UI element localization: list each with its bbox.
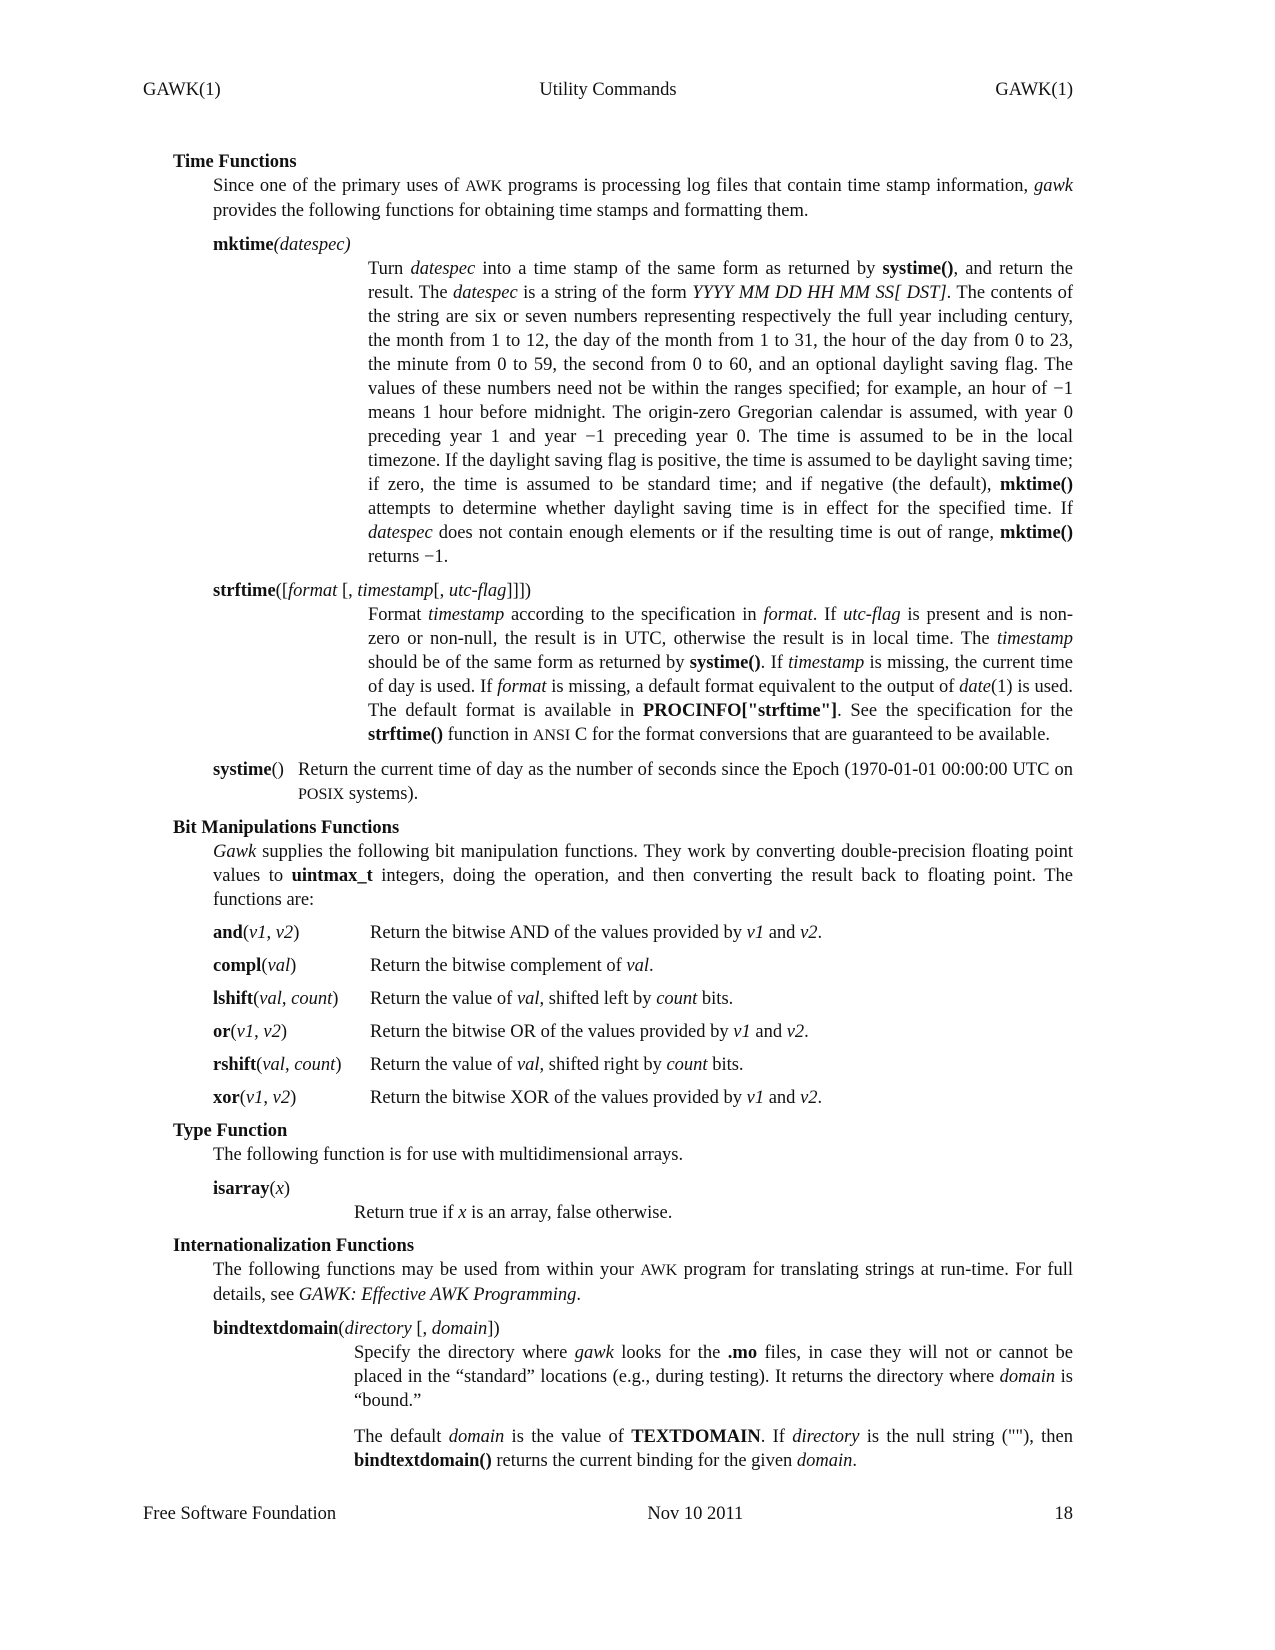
bit-function-signature: or(v1, v2) <box>213 1022 287 1042</box>
type-intro: The following function is for use with multidimensional arrays. <box>213 1145 684 1165</box>
bit-function-desc: Return the bitwise complement of val. <box>370 956 654 976</box>
systime-desc: Return the current time of day as the number of seconds since the Epoch (1970-01-01 00:00:00 UTC on POSIX systems). <box>298 760 1073 804</box>
func-mktime: mktime(datespec) Turn datespec into a time stamp of the same form as returned by systime(), and return the result. The datespec is a string of the form YYYY MM DD HH MM SS[ DST]. The contents of the string are six or seven numbers representing respectively the full year including century, the month from 1 to 12, the day of the month from 1 to 31, the hour of the day from 0 to 23, the minute from 0 to 59, the second from 0 to 60, and an optional daylight saving flag. The values of these numbers need not be within the ranges specified; for example, an hour of −1 means 1 hour before midnight. The origin-zero Gregorian calendar is assumed, with year 0 preceding year 1 and year −1 preceding year 0. The time is assumed to be in the local timezone. If the daylight saving flag is positive, the time is assumed to be daylight saving time; if zero, the time is assumed to be standard time; and if negative (the default), mktime() attempts to determine whether daylight saving time is in effect for the specified time. If datespec does not contain enough elements or if the resulting time is out of range, mktime() returns −1. <box>213 235 1073 567</box>
bit-function-rshift <box>213 1053 1073 1077</box>
func-strftime: strftime([format [, timestamp[, utc-flag]]]) Format timestamp according to the specification in format. If utc-flag is present and is non-zero or non-null, the result is in UTC, otherwise the result is in local time. The timestamp should be of the same form as returned by systime(). If timestamp is missing, the current time of day is used. If format is missing, a default format equivalent to the output of date(1) is used. The default format is available in PROCINFO["strftime"]. See the specification for the strftime() function in ANSI C for the format conversions that are guaranteed to be available. <box>213 579 1073 748</box>
bindtextdomain-desc-2: The default domain is the value of TEXTDOMAIN. If directory is the null string (""), then bindtextdomain() returns the current binding for the given domain. <box>354 1427 1074 1471</box>
bit-function-lshift <box>213 987 1073 1011</box>
page-header <box>143 78 1073 102</box>
section-title-i18n: Internationalization Functions <box>173 1236 415 1256</box>
bit-function-signature: compl(val) <box>213 956 297 976</box>
strftime-desc: Format timestamp according to the specification in format. If utc-flag is present and is non-zero or non-null, the result is in UTC, otherwise the result is in local time. The timestamp should be of the same form as returned by systime(). If timestamp is missing, the current time of day is used. If format is missing, a default format equivalent to the output of date(1) is used. The default format is available in PROCINFO["strftime"]. See the specification for the strftime() function in ANSI C for the format conversions that are guaranteed to be available. <box>368 605 1073 745</box>
header-left: GAWK(1) <box>143 80 221 100</box>
bit-function-and <box>213 921 1073 945</box>
time-intro: Since one of the primary uses of AWK programs is processing log files that contain time stamp information, gawk provides the following functions for obtaining time stamps and formatting them. <box>213 176 1073 221</box>
bit-function-desc: Return the bitwise OR of the values provided by v1 and v2. <box>370 1022 809 1042</box>
bit-function-desc: Return the bitwise AND of the values provided by v1 and v2. <box>370 923 823 943</box>
bit-function-desc: Return the value of val, shifted right by count bits. <box>370 1055 744 1075</box>
isarray-desc: Return true if x is an array, false otherwise. <box>354 1203 673 1223</box>
page-footer <box>143 1502 1073 1526</box>
footer-center: Nov 10 2011 <box>647 1504 744 1524</box>
bit-function-xor <box>213 1086 1073 1110</box>
bit-function-desc: Return the bitwise XOR of the values provided by v1 and v2. <box>370 1088 823 1108</box>
mktime-desc: Turn datespec into a time stamp of the same form as returned by systime(), and return the result. The datespec is a string of the form YYYY MM DD HH MM SS[ DST]. The contents of the string are six or seven numbers representing respectively the full year including century, the month from 1 to 12, the day of the month from 1 to 31, the hour of the day from 0 to 23, the minute from 0 to 59, the second from 0 to 60, and an optional daylight saving flag. The values of these numbers need not be within the ranges specified; for example, an hour of −1 means 1 hour before midnight. The origin-zero Gregorian calendar is assumed, with year 0 preceding year 1 and year −1 preceding year 0. The time is assumed to be in the local timezone. If the daylight saving flag is positive, the time is assumed to be daylight saving time; if zero, the time is assumed to be standard time; and if negative (the default), mktime() attempts to determine whether daylight saving time is in effect for the specified time. If datespec does not contain enough elements or if the resulting time is out of range, mktime() returns −1. <box>368 259 1073 567</box>
bits-intro: Gawk supplies the following bit manipulation functions. They work by converting double-precision floating point values to uintmax_t integers, doing the operation, and then converting the result back to floating point. The functions are: <box>213 842 1073 910</box>
footer-right: 18 <box>1054 1504 1073 1524</box>
section-title-bits: Bit Manipulations Functions <box>173 818 400 838</box>
bit-function-signature: xor(v1, v2) <box>213 1088 297 1108</box>
bit-function-list <box>143 921 1073 1110</box>
func-isarray: isarray(x) Return true if x is an array, false otherwise. <box>213 1177 1073 1225</box>
section-title-time: Time Functions <box>173 152 297 172</box>
i18n-intro: The following functions may be used from within your AWK program for translating strings at run-time. For full details, see GAWK: Effective AWK Programming. <box>213 1260 1073 1305</box>
bit-function-or <box>213 1020 1073 1044</box>
header-center: Utility Commands <box>539 80 677 100</box>
func-bindtextdomain: bindtextdomain(directory [, domain]) Specify the directory where gawk looks for the .mo files, in case they will not or cannot be placed in the “standard” locations (e.g., during testing). It returns the directory where domain is “bound.” The default domain is the value of TEXTDOMAIN. If directory is the null string (""), then bindtextdomain() returns the current binding for the given domain. <box>213 1319 1074 1471</box>
bindtextdomain-desc-1: Specify the directory where gawk looks for the .mo files, in case they will not or cannot be placed in the “standard” locations (e.g., during testing). It returns the directory where domain is “bound.” <box>354 1343 1074 1411</box>
bit-function-compl <box>213 954 1073 978</box>
section-title-type: Type Function <box>173 1121 288 1141</box>
func-systime: systime() Return the current time of day as the number of seconds since the Epoch (1970-01-01 00:00:00 UTC on POSIX systems). <box>213 758 1073 807</box>
bit-function-signature: lshift(val, count) <box>213 989 339 1009</box>
page-body <box>143 150 1073 1473</box>
header-right: GAWK(1) <box>995 80 1073 100</box>
bit-function-signature: and(v1, v2) <box>213 923 300 943</box>
bit-function-signature: rshift(val, count) <box>213 1055 342 1075</box>
footer-left: Free Software Foundation <box>143 1504 337 1524</box>
bit-function-desc: Return the value of val, shifted left by count bits. <box>370 989 734 1009</box>
